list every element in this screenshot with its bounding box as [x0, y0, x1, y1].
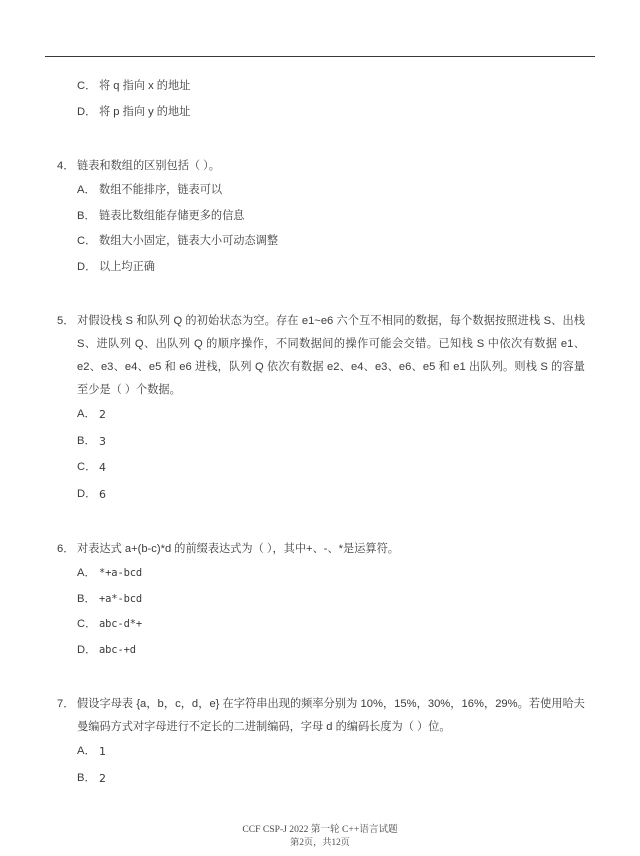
- list-item: [77, 455, 585, 482]
- option-text: 6: [99, 487, 106, 501]
- option-text: 将 p 指向 y 的地址: [99, 105, 191, 118]
- question-stem-text: 对表达式 a+(b-c)*d 的前缀表达式为（ ），其中+、-、*是运算符。: [77, 543, 399, 555]
- option-text: 链表比数组能存储更多的信息: [99, 209, 245, 222]
- option-label: A．: [77, 184, 96, 196]
- option-label: A．: [77, 408, 96, 420]
- list-item: [77, 429, 585, 456]
- option-label: D．: [77, 643, 97, 656]
- list-item: [77, 766, 585, 793]
- option-text: 数组不能排序，链表可以: [99, 184, 223, 196]
- question-6: [0, 538, 640, 663]
- list-item: [77, 74, 585, 100]
- question-stem: [57, 155, 585, 178]
- option-label: A．: [77, 745, 96, 757]
- option-text: 2: [99, 771, 106, 785]
- question-4: [0, 155, 640, 280]
- question-number: 4．: [57, 160, 75, 172]
- list-item: [77, 229, 585, 255]
- question-stem-text: 假设字母表 {a，b，c，d，e} 在字符串出现的频率分别为 10%，15%，30%，16%，29%。若使用哈夫曼编码方式对字母进行不定长的二进制编码，字母 d 的编码长度为（ ）位。: [77, 698, 585, 733]
- header-divider-rule: [45, 56, 595, 57]
- option-text: 3: [99, 434, 106, 448]
- option-list: [0, 402, 640, 508]
- page-content: [0, 74, 640, 792]
- option-label: A．: [77, 567, 96, 579]
- footer-pagination: 第2页，共12页: [290, 837, 350, 847]
- page-footer: [0, 823, 640, 848]
- list-item: [77, 178, 585, 204]
- question-7: [0, 693, 640, 792]
- option-text: abc-+d: [99, 643, 136, 656]
- question-number: 6．: [57, 543, 75, 555]
- option-list: [0, 178, 640, 280]
- option-label: C．: [77, 235, 97, 247]
- question-number: 5．: [57, 315, 75, 327]
- option-text: 以上均正确: [99, 260, 155, 273]
- list-item: [77, 612, 585, 638]
- option-text: 1: [99, 745, 106, 758]
- option-text: 数组大小固定，链表大小可动态调整: [99, 235, 279, 247]
- option-label: D．: [77, 105, 97, 118]
- list-item: [77, 638, 585, 664]
- footer-title: CCF CSP-J 2022 第一轮 C++语言试题: [242, 824, 398, 835]
- option-text: 4: [99, 461, 106, 474]
- option-label: B．: [77, 209, 96, 222]
- continued-option-list: [0, 74, 640, 125]
- question-5: [0, 310, 640, 508]
- option-label: C．: [77, 80, 97, 92]
- option-label: B．: [77, 592, 96, 605]
- question-stem: [57, 310, 585, 402]
- list-item: [77, 255, 585, 281]
- option-label: D．: [77, 260, 97, 273]
- option-list: [0, 739, 640, 792]
- list-item: [77, 561, 585, 587]
- option-label: B．: [77, 434, 96, 447]
- question-stem: [57, 538, 585, 561]
- option-text: 将 q 指向 x 的地址: [99, 80, 191, 92]
- option-label: C．: [77, 618, 97, 630]
- option-label: C．: [77, 461, 97, 473]
- option-label: B．: [77, 771, 96, 784]
- list-item: [77, 482, 585, 509]
- option-text: *+a-bcd: [99, 567, 143, 579]
- option-text: +a*-bcd: [99, 592, 143, 605]
- option-text: abc-d*+: [99, 618, 143, 630]
- list-item: [77, 402, 585, 429]
- list-item: [77, 587, 585, 613]
- option-list: [0, 561, 640, 663]
- question-stem: [57, 693, 585, 739]
- option-label: D．: [77, 487, 97, 500]
- question-number: 7．: [57, 698, 75, 710]
- list-item: [77, 204, 585, 230]
- question-stem-text: 链表和数组的区别包括（ ）。: [77, 160, 220, 172]
- list-item: [77, 100, 585, 126]
- question-stem-text: 对假设栈 S 和队列 Q 的初始状态为空。存在 e1~e6 六个互不相同的数据，每个数据按照进栈 S、出栈 S、进队列 Q、出队列 Q 的顺序操作，不同数据间的操作可能会交错。已知栈 S 中依次有数据 e1、e2、e3、e4、e5 和 e6 进栈，队列 Q 依次有数据 e2、e4、e3、e6、e5 和 e1 出队列。则栈 S 的容量至少是（ ）个数据。: [77, 315, 585, 396]
- option-text: 2: [99, 408, 106, 421]
- list-item: [77, 739, 585, 766]
